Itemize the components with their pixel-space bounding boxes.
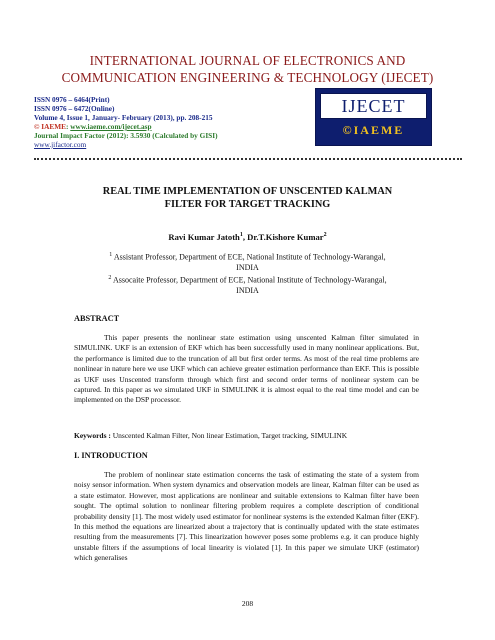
volume-info: Volume 4, Issue 1, January- February (2013), pp. 208-215	[34, 113, 213, 122]
impact-factor: Journal Impact Factor (2012): 3.5930 (Calculated by GISI)	[34, 131, 218, 140]
logo-publisher: ©IAEME	[342, 123, 405, 137]
header-divider	[34, 158, 462, 160]
affiliation-2-sup: 2	[108, 275, 112, 281]
affiliation-2-line2: INDIA	[236, 286, 259, 296]
keywords-label: Keywords :	[74, 431, 111, 440]
abstract-text: This paper presents the nonlinear state estimation using unscented Kalman filter simulated in SIMULINK. UKF is an extension of EKF which has been successfully used in many nonlinear applications. But, the performance is limited due to the truncation of all but first order terms. As most of the real time problems are nonlinear in nature here we use UKF which can achieve greater estimation performance than EKF. This is possible as UKF uses Unscented transform through which first and second order terms of nonlinear system can be captured. In this paper as we simulated UKF in SIMULINK it is almost equal to the real time model and can be implemented on the DSP processor.	[74, 333, 419, 405]
iaeme-line	[34, 122, 294, 131]
journal-title-line2: COMMUNICATION ENGINEERING & TECHNOLOGY (IJECET)	[61, 70, 434, 85]
affiliation-1-line2: INDIA	[236, 263, 259, 273]
issn-print: ISSN 0976 – 6464(Print)	[34, 95, 110, 104]
journal-title-line1: INTERNATIONAL JOURNAL OF ELECTRONICS AND	[89, 53, 406, 68]
introduction-heading: I. INTRODUCTION	[74, 451, 148, 460]
page-number: 208	[241, 599, 254, 608]
iaeme-link-prefix: :	[66, 122, 71, 131]
authors	[50, 232, 445, 242]
affiliation-1	[70, 250, 425, 274]
jifactor-link[interactable]: www.jifactor.com	[34, 140, 87, 149]
keywords-text: Unscented Kalman Filter, Non linear Estimation, Target tracking, SIMULINK	[110, 431, 348, 440]
keywords	[74, 431, 419, 441]
ijecet-logo	[315, 88, 432, 146]
journal-title	[40, 52, 455, 86]
paper-title-line1: REAL TIME IMPLEMENTATION OF UNSCENTED KALMAN	[102, 186, 393, 197]
iaeme-link[interactable]: www.iaeme.com/ijecet.asp	[70, 122, 152, 131]
affiliation-2-line1: Assocaite Professor, Department of ECE, National Institute of Technology-Warangal,	[111, 275, 387, 285]
issn-online: ISSN 0976 – 6472(Online)	[34, 104, 115, 113]
logo-name: IJECET	[320, 93, 427, 119]
author-1-sup: 1	[239, 232, 243, 239]
author-2: , Dr.T.Kishore Kumar	[242, 232, 324, 242]
paper-title	[80, 185, 415, 211]
author-2-sup: 2	[323, 232, 327, 239]
author-1: Ravi Kumar Jatoth	[168, 232, 240, 242]
affiliation-1-sup: 1	[109, 252, 113, 258]
affiliation-1-line1: Assistant Professor, Department of ECE, National Institute of Technology-Warangal,	[112, 252, 386, 262]
paper-title-line2: FILTER FOR TARGET TRACKING	[164, 199, 331, 210]
iaeme-mark: © IAEME	[34, 122, 67, 131]
affiliation-2	[70, 273, 425, 297]
issn-block	[34, 95, 294, 149]
introduction-text: The problem of nonlinear state estimation concerns the task of estimating the state of a system from noisy sensor information. When system dynamics and observation models are linear, Kalman filter can be used as a state estimator. However, most applications are nonlinear and suitable extensions to Kalman filter have been sought. The optimal solution to nonlinear filtering problem requires a complete description of conditional probability density [1]. The most widely used estimator for nonlinear systems is the extended Kalman filter (EKF). In this method the equations are linearized about a trajectory that is continually updated with the state estimates resulting from the measurements [7]. This linearization however poses some problems e.g. it can produce highly unstable filters if the assumptions of local linearity is violated [1]. In this paper we simulate UKF (estimator) which generalises	[74, 470, 419, 563]
abstract-heading: ABSTRACT	[74, 314, 120, 323]
